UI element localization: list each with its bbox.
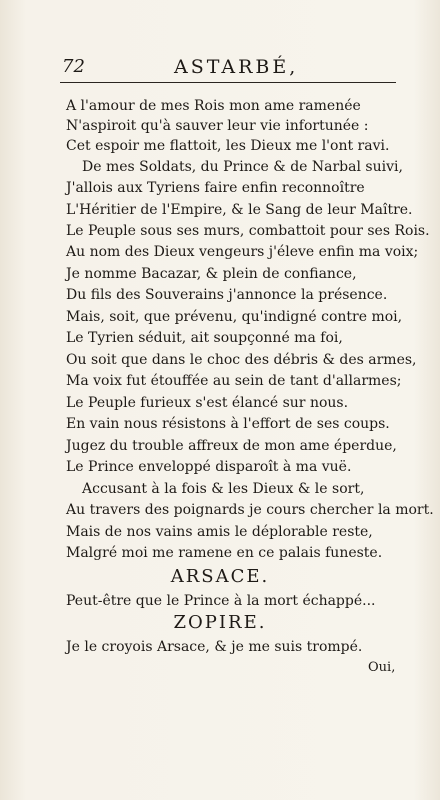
verse-line: Jugez du trouble affreux de mon ame éperdue,: [66, 438, 397, 454]
verse-line: Au nom des Dieux vengeurs j'éleve enfin ma voix;: [66, 244, 419, 260]
catchword: Oui,: [368, 660, 396, 675]
verse-line: J'allois aux Tyriens faire enfin reconnoître: [66, 180, 365, 196]
verse-line: Je le croyois Arsace, & je me suis trompé.: [66, 639, 363, 655]
speaker-name: ARSACE.: [170, 566, 270, 587]
verse-line: L'Héritier de l'Empire, & le Sang de leur Maître.: [66, 202, 413, 218]
page-header: [62, 56, 392, 80]
verse-line: Ou soit que dans le choc des débris & des armes,: [66, 352, 417, 368]
header-rule: [60, 82, 396, 83]
verse-line: Le Peuple sous ses murs, combattoit pour ses Rois.: [66, 223, 430, 239]
page-number: 72: [62, 56, 85, 77]
running-title: ASTARBÉ,: [174, 56, 299, 78]
verse-line: De mes Soldats, du Prince & de Narbal suivi,: [82, 159, 403, 175]
verse-line: Peut-être que le Prince à la mort échappé...: [66, 593, 376, 609]
verse-line: Au travers des poignards je cours chercher la mort.: [66, 502, 434, 518]
verse-line: Le Tyrien séduit, ait soupçonné ma foi,: [66, 330, 343, 346]
verse-line: Le Prince enveloppé disparoît à ma vuë.: [66, 459, 352, 475]
verse-line: Mais de nos vains amis le déplorable reste,: [66, 524, 373, 540]
verse-line: Malgré moi me ramene en ce palais funeste.: [66, 545, 383, 561]
speaker-name: ZOPIRE.: [173, 612, 267, 633]
verse-line: Ma voix fut étouffée au sein de tant d'allarmes;: [66, 373, 402, 389]
verse-line: N'aspiroit qu'à sauver leur vie infortunée :: [66, 118, 369, 134]
verse-line: Accusant à la fois & les Dieux & le sort,: [82, 481, 365, 497]
verse-line: A l'amour de mes Rois mon ame ramenée: [66, 98, 361, 114]
verse-line: En vain nous résistons à l'effort de ses coups.: [66, 416, 390, 432]
verse-line: Je nomme Bacazar, & plein de confiance,: [66, 266, 357, 282]
verse-line: Le Peuple furieux s'est élancé sur nous.: [66, 395, 349, 411]
verse-line: Cet espoir me flattoit, les Dieux me l'ont ravi.: [66, 138, 390, 154]
verse-line: Mais, soit, que prévenu, qu'indigné contre moi,: [66, 309, 403, 325]
verse-line: Du fils des Souverains j'annonce la présence.: [66, 287, 388, 303]
